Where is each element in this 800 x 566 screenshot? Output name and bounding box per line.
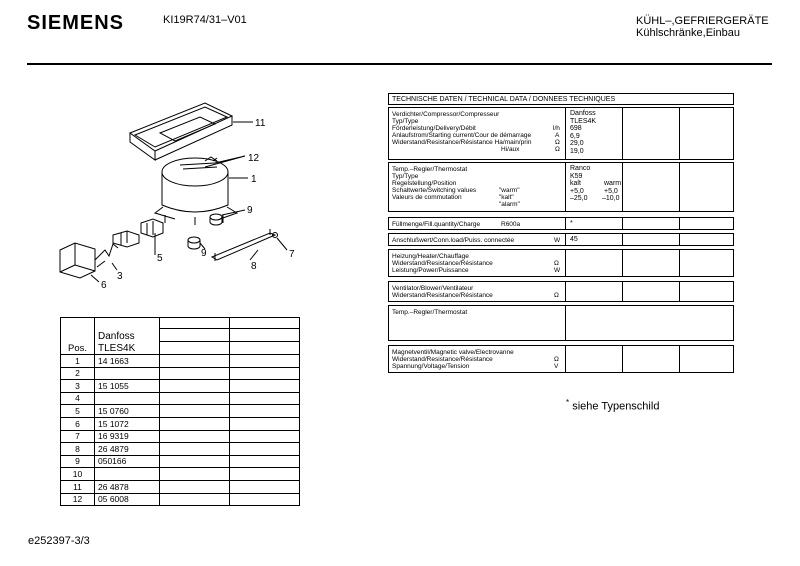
callout-7: 7: [289, 249, 295, 260]
callout-8: 8: [251, 261, 257, 272]
load-value: 45: [570, 236, 578, 243]
empty-cell: [230, 355, 300, 368]
unit-a: A: [555, 132, 560, 139]
delivery-value: 698: [570, 125, 582, 132]
compressor-label: Verdichter/Compressor/Compresseur: [392, 111, 500, 118]
delivery-label: Förderleistung/Delivery/Débit: [392, 125, 476, 132]
part-number-cell: 16 9319: [95, 430, 160, 443]
empty-cell: [160, 405, 230, 418]
exploded-parts-diagram: [55, 95, 305, 300]
part-number-cell: [95, 392, 160, 405]
valve-block: [388, 345, 734, 373]
thermostat-make: Ranco: [570, 165, 591, 172]
part-number-cell: 050166: [95, 455, 160, 468]
fan-block: [388, 281, 734, 302]
callout-5: 5: [157, 253, 163, 264]
heater-unit-ohm: Ω: [554, 260, 559, 267]
part-number-cell: 14 1663: [95, 355, 160, 368]
kalt-kalt-value: –25,0: [570, 195, 588, 202]
valve-unit-ohm: Ω: [554, 356, 559, 363]
empty-cell: [160, 367, 230, 380]
fill-quantity-row: [388, 217, 734, 230]
table-row: [61, 468, 300, 481]
table-row: [61, 417, 300, 430]
table-row: [61, 480, 300, 493]
table-row: [61, 430, 300, 443]
position-label: Regelstellung/Position: [392, 180, 457, 187]
parts-compressor: TLES4K: [95, 342, 160, 355]
pos-cell: 2: [61, 367, 95, 380]
pos-cell: 8: [61, 443, 95, 456]
model-number: KI19R74/31–V01: [163, 14, 247, 26]
pos-cell: 4: [61, 392, 95, 405]
empty-cell: [160, 355, 230, 368]
refrigerant: R600a: [501, 221, 521, 228]
pos-cell: 9: [61, 455, 95, 468]
empty-cell: [230, 380, 300, 393]
empty-cell: [160, 430, 230, 443]
thermostat2-block: [388, 305, 734, 341]
fan-label: Ventilator/Blower/Ventilateur: [392, 285, 474, 292]
empty-cell: [160, 480, 230, 493]
pos-cell: 6: [61, 417, 95, 430]
empty-cell: [230, 480, 300, 493]
type-plate-note: [566, 398, 659, 413]
table-row: [61, 405, 300, 418]
resistance-main-label: Widerstand/Resistance/Résistance Ha/main/prin: [392, 139, 532, 146]
part-number-cell: 15 1055: [95, 380, 160, 393]
mode-kalt: "kalt": [499, 194, 514, 201]
warm-warm-value: +5,0: [604, 187, 618, 195]
parts-manufacturer: Danfoss: [95, 329, 160, 342]
fan-unit-ohm: Ω: [554, 292, 559, 299]
resistance-aux-value: 19,0: [570, 147, 584, 155]
callout-11: 11: [255, 118, 266, 129]
fan-resistance-label: Widerstand/Resistance/Résistance: [392, 292, 493, 299]
empty-cell: [160, 493, 230, 506]
tech-title: TECHNISCHE DATEN / TECHNICAL DATA / DONNEES TECHNIQUES: [392, 96, 616, 103]
warm-kalt-value: –10,0: [602, 195, 620, 202]
part-number-cell: 15 1072: [95, 417, 160, 430]
note-text: siehe Typenschild: [572, 400, 660, 413]
unit-w: W: [554, 237, 561, 244]
compressor-block: [388, 107, 734, 160]
tech-title-row: [388, 93, 734, 105]
thermostat-block: [388, 162, 734, 212]
type-label: Typ/Type: [392, 118, 419, 125]
table-row: [61, 355, 300, 368]
heater-label: Heizung/Heater/Chauffage: [392, 253, 469, 260]
empty-cell: [230, 493, 300, 506]
starting-current-value: 6,9: [570, 132, 580, 140]
col-warm: warm: [604, 180, 622, 187]
load-label: Anschlußwert/Conn.load/Puiss. connectée: [392, 237, 515, 244]
callout-3: 3: [117, 271, 123, 282]
empty-cell: [230, 430, 300, 443]
fill-value: *: [570, 220, 573, 227]
empty-cell: [160, 468, 230, 481]
table-row: [61, 455, 300, 468]
valve-resistance-label: Widerstand/Resistance/Résistance: [392, 356, 493, 363]
heater-power-label: Leistung/Power/Puissance: [392, 267, 469, 274]
compressor-make: Danfoss: [570, 110, 596, 117]
callout-6: 6: [101, 280, 107, 291]
fill-label: Füllmenge/Fill.quantity/Charge: [392, 221, 481, 228]
pos-cell: 3: [61, 380, 95, 393]
pos-cell: 5: [61, 405, 95, 418]
callout-9: 9: [247, 205, 253, 216]
connected-load-row: [388, 233, 734, 246]
resistance-aux-label: Hi/aux: [501, 146, 520, 153]
note-asterisk: *: [566, 398, 570, 407]
empty-cell: [230, 455, 300, 468]
table-row: [61, 443, 300, 456]
table-row: [61, 392, 300, 405]
empty-cell: [160, 455, 230, 468]
category-line-1: KÜHL–,GEFRIERGERÄTE: [636, 15, 769, 27]
table-row: [61, 493, 300, 506]
unit-ohm-aux: Ω: [555, 146, 560, 153]
empty-cell: [160, 443, 230, 456]
part-number-cell: 05 6008: [95, 493, 160, 506]
thermostat-type-label: Typ/Type: [392, 173, 419, 180]
pos-cell: 7: [61, 430, 95, 443]
empty-cell: [160, 392, 230, 405]
parts-table: [60, 317, 300, 506]
header-rule: [27, 63, 772, 65]
part-number-cell: [95, 468, 160, 481]
unit-ohm: Ω: [555, 139, 560, 146]
empty-cell: [160, 380, 230, 393]
thermostat-label: Temp.–Regler/Thermostat: [392, 166, 468, 173]
part-number-cell: 15 0760: [95, 405, 160, 418]
part-number-cell: [95, 367, 160, 380]
valve-voltage-label: Spannung/Voltage/Tension: [392, 363, 470, 370]
empty-cell: [230, 468, 300, 481]
document-id: e252397-3/3: [28, 535, 90, 547]
switching-values-label: Schaltwerte/Switching values: [392, 187, 477, 194]
empty-cell: [230, 405, 300, 418]
thermostat-type: K59: [570, 172, 583, 180]
heater-resistance-label: Widerstand/Resistance/Résistance: [392, 260, 493, 267]
unit-lh: l/h: [553, 125, 560, 132]
mode-alarm: "alarm": [499, 201, 520, 208]
table-row: [61, 367, 300, 380]
brand-logo: SIEMENS: [27, 12, 125, 34]
empty-cell: [230, 392, 300, 405]
heater-block: [388, 249, 734, 277]
empty-cell: [230, 417, 300, 430]
category-line-2: Kühlschränke,Einbau: [636, 27, 740, 39]
pos-cell: 12: [61, 493, 95, 506]
thermostat2-label: Temp.–Regler/Thermostat: [392, 309, 468, 316]
valve-unit-v: V: [554, 363, 559, 370]
part-number-cell: 26 4879: [95, 443, 160, 456]
col-kalt: kalt: [570, 180, 581, 187]
pos-cell: 1: [61, 355, 95, 368]
part-number-cell: 26 4878: [95, 480, 160, 493]
heater-unit-w: W: [554, 267, 561, 274]
kalt-warm-value: +5,0: [570, 187, 584, 195]
resistance-main-value: 29,0: [570, 140, 584, 147]
callout-12: 12: [248, 153, 260, 164]
table-row: [61, 380, 300, 393]
starting-current-label: Anlaufstrom/Starting current/Cour de démarrage: [392, 132, 532, 139]
pos-cell: 11: [61, 480, 95, 493]
pos-header: Pos.: [61, 318, 95, 355]
valve-label: Magnetventil/Magnetic valve/Electrovanne: [392, 349, 514, 356]
pos-cell: 10: [61, 468, 95, 481]
commutation-label: Valeurs de commutation: [392, 194, 462, 201]
empty-cell: [230, 443, 300, 456]
empty-cell: [230, 367, 300, 380]
compressor-type: TLES4K: [570, 117, 597, 125]
empty-cell: [160, 417, 230, 430]
callout-9b: 9: [201, 248, 207, 259]
mode-warm: "warm": [499, 187, 520, 194]
callout-1: 1: [251, 174, 257, 185]
